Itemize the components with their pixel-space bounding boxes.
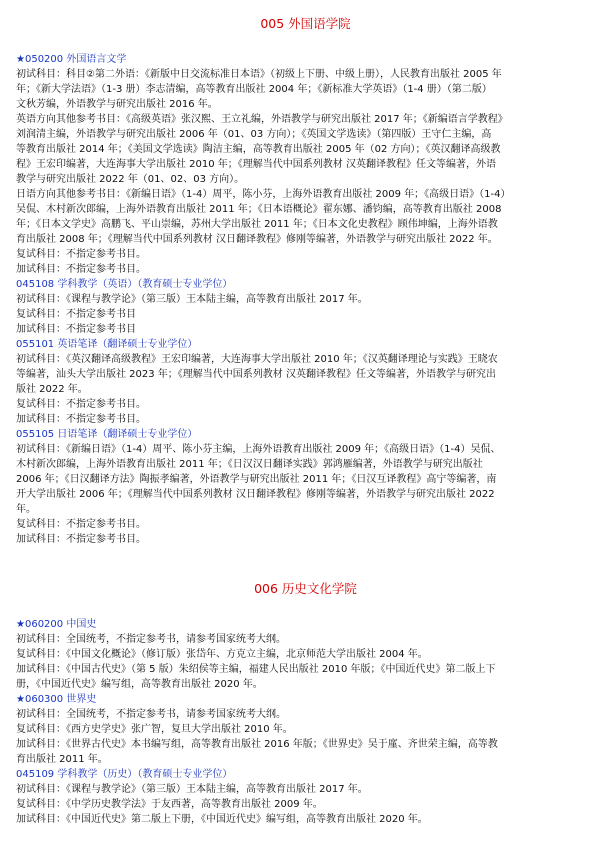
text-line: 刘润清主编，外语教学与研究出版社 2006 年（01、03 方向）；《英国文学选读》（第四版）王守仁主编，高 [16,129,492,140]
text-line: 教学与研究出版社 2022 年（01、02、03 方向）。 [16,174,245,185]
text-line: 等教育出版社 2014 年；《美国文学选读》陶洁主编，高等教育出版社 2005 年（02 方向）；《英汉翻译高级教 [16,144,501,155]
section-title: 005 外国语学院 [260,16,351,31]
text-line: 初试科目：《课程与教学论》（第三版）王本陆主编，高等教育出版社 2017 年。 [16,294,368,305]
text-line: 初试科目：科目②第二外语：《新版中日交流标准日本语》（初级上下册、中级上册），人民教育出版社 2005 年 [16,69,502,80]
program-heading: ★060200 中国史 [16,619,97,630]
text-line: 版社 2022 年。 [16,384,88,395]
text-line: 年；《新大学法语》（1-3 册）李志清编，高等教育出版社 2004 年；《新标准大学英语》（1-4 册）（第二版） [16,84,492,95]
text-line: 年；《日本文学史》高鹏飞、平山崇编，苏州大学出版社 2011 年；《日本文化史教程》顾伟坤编，上海外语教 [16,219,498,230]
program-heading: 045109 学科教学（历史）（教育硕士专业学位） [16,769,233,780]
text-line: 加试科目：《中国古代史》（第 5 版）朱绍侯等主编，福建人民出版社 2010 年版；《中国近代史》第二版上下 [16,664,496,675]
text-line: 文秋芳编，外语教学与研究出版社 2016 年。 [16,99,218,110]
text-line: 加试科目：《中国近代史》第二版上下册，《中国近代史》编写组，高等教育出版社 2020 年。 [16,814,428,825]
text-line: 复试科目：不指定参考书目 [16,309,136,320]
text-line: 初试科目：全国统考，不指定参考书，请参考国家统考大纲。 [16,709,286,720]
text-line: 册，《中国近代史》编写组，高等教育出版社 2020 年。 [16,679,263,690]
text-line: 加试科目：不指定参考书目。 [16,414,146,425]
text-line: 等编著，汕头大学出版社 2023 年；《理解当代中国系列教材 汉英翻译教程》任文等编著，外语教学与研究出 [16,369,496,380]
text-line: 吴侃、木村新次郎编，上海外语教育出版社 2011 年；《日本语概论》翟东娜、潘钧编，高等教育出版社 2008 [16,204,502,215]
text-line: 加试科目：不指定参考书目。 [16,534,146,545]
text-line: 2006 年；《日汉翻译方法》陶振孝编著，外语教学与研究出版社 2011 年；《日汉互译教程》高宁等编著，南 [16,474,497,485]
text-line: 复试科目：不指定参考书目。 [16,249,146,260]
text-line: 程》王宏印编著，大连海事大学出版社 2010 年；《理解当代中国系列教材 汉英翻译教程》任文等编著，外语 [16,159,496,170]
text-line: 初试科目：《新编日语》（1-4）周平、陈小芬主编，上海外语教育出版社 2009 年；《高级日语》（1-4）吴侃、 [16,444,501,455]
text-line: 初试科目：全国统考，不指定参考书，请参考国家统考大纲。 [16,634,286,645]
section-title: 006 历史文化学院 [254,581,357,596]
program-heading: 055105 日语笔译（翻译硕士专业学位） [16,429,198,440]
text-line: 复试科目：《中学历史教学法》于友西著，高等教育出版社 2009 年。 [16,799,323,810]
program-heading: ★060300 世界史 [16,694,97,705]
text-line: 育出版社 2008 年；《理解当代中国系列教材 汉日翻译教程》修刚等编著，外语教学与研究出版社 2022 年。 [16,234,498,245]
text-line: 初试科目：《英汉翻译高级教程》王宏印编著，大连海事大学出版社 2010 年；《汉英翻译理论与实践》王晓农 [16,354,498,365]
program-heading: 055101 英语笔译（翻译硕士专业学位） [16,339,198,350]
program-heading: ★050200 外国语言文学 [16,54,127,65]
text-line: 英语方向其他参考书目：《高级英语》张汉熙、王立礼编，外语教学与研究出版社 2017 年；《新编语言学教程》 [16,114,508,125]
text-line: 育出版社 2011 年。 [16,754,108,765]
text-line: 加试科目：不指定参考书目 [16,324,136,335]
text-line: 复试科目：《中国文化概论》（修订版）张岱年、方克立主编，北京师范大学出版社 2004 年。 [16,649,428,660]
text-line: 复试科目：不指定参考书目。 [16,519,146,530]
text-line: 年。 [16,504,36,515]
program-heading: 045108 学科教学（英语）（教育硕士专业学位） [16,279,233,290]
text-line: 开大学出版社 2006 年；《理解当代中国系列教材 汉日翻译教程》修刚等编著，外语教学与研究出版社 2022 [16,489,495,500]
text-line: 日语方向其他参考书目：《新编日语》（1-4）周平，陈小芬，上海外语教育出版社 2009 年；《高级日语》（1-4） [16,189,511,200]
text-line: 加试科目：不指定参考书目。 [16,264,146,275]
text-line: 加试科目：《世界古代史》本书编写组，高等教育出版社 2016 年版；《世界史》吴于廑、齐世荣主编，高等教 [16,739,498,750]
text-line: 木村新次郎编，上海外语教育出版社 2011 年；《日汉汉日翻译实践》郭鸿雁编著，外语教学与研究出版社 [16,459,483,470]
text-line: 复试科目：《西方史学史》张广智，复旦大学出版社 2010 年。 [16,724,293,735]
text-line: 初试科目：《课程与教学论》（第三版）王本陆主编，高等教育出版社 2017 年。 [16,784,368,795]
text-line: 复试科目：不指定参考书目。 [16,399,146,410]
